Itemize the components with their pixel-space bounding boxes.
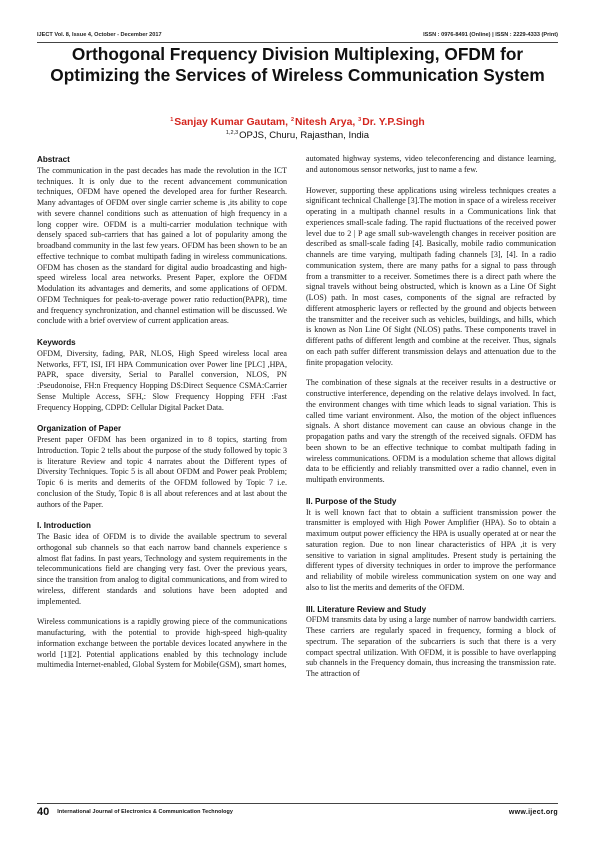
purpose-heading: II. Purpose of the Study bbox=[306, 496, 397, 506]
introduction-paragraph-3: automated highway systems, video teleconferencing and distance learning, and autonomous sensor networks, just to name a few. bbox=[306, 154, 556, 174]
purpose-text: It is well known fact that to obtain a sufficient transmission power the transmitter is employed with High Power Amplifier (HPA). So to obtain a maximum output power efficiency the HPA is usually operated at or near the saturation region. Due to non linear characteristics of HPA ,it is very sensitive to variation in signal amplitudes. Present study is pertaining the different types of diversity techniques in order to improve the performance and reliability of mobile wireless communication system on one way and also to list the merits and demerits of the OFDM. bbox=[306, 507, 556, 592]
introduction-paragraph-5: The combination of these signals at the receiver results in a destructive or constructive interference, depending on the relative delays involved. In fact, the environment changes with time which leads to signal variation. This is called time variant environment. Also, the motion of the object influences signals. A short distance movement can cause an obvious change in the propagation paths and vary the strength of the received signals. OFDM has been shown to be an effective technique to combat multipath fading in wireless communications. OFDM is a modulation scheme that allows digital data to be efficiently and reliably transmitted over a radio channel, even in multipath environments. bbox=[306, 378, 556, 484]
left-column bbox=[37, 155, 287, 671]
header-rule bbox=[37, 42, 558, 43]
literature-review-text: OFDM transmits data by using a large number of narrow bandwidth carriers. These carriers are regularly spaced in frequency, forming a block of spectrum. The separation of the subcarriers is such that there is a very compact spectral utilization. With OFDM, it is possible to have overlapping sub channels in the Frequency domain, thus increasing the transmission rate. The attraction of bbox=[306, 615, 556, 678]
journal-issue-info: IJECT Vol. 8, Issue 4, October - December 2017 bbox=[37, 32, 162, 38]
abstract-heading: Abstract bbox=[37, 155, 70, 164]
footer-rule bbox=[37, 803, 558, 804]
organization-text: Present paper OFDM has been organized in to 8 topics, starting from Introduction. Topic 2 tells about the purpose of the study followed by topic 3 is literature Review and topic 4 narrates about the Different types of Diversity Techniques. Topic 5 is all about OFDM and Power peak Problem; Topic 6 is merits and demerits of the OFDM followed by Topic 7 i.e. conclusion of the Study, Topic 8 is all about references and at last about the authors of the Paper. bbox=[37, 435, 287, 509]
running-header bbox=[37, 29, 558, 41]
introduction-paragraph-1: The Basic idea of OFDM is to divide the available spectrum to several orthogonal sub channels so that each narrow band channels experience s almost flat fadins. In past years, Technology and system requirements in the telecommunications field are changing very fast. Over the previous years, since the transition from analog to digital communications, and from wired to wireless, different standards and solutions have been adopted and implemented. bbox=[37, 532, 287, 606]
organization-heading: Organization of Paper bbox=[37, 424, 122, 434]
affiliation: $^{1,2,3}$OPJS, Churu, Rajasthan, India bbox=[225, 130, 370, 141]
introduction-heading: I. Introduction bbox=[37, 521, 91, 531]
keywords-heading: Keywords bbox=[37, 338, 76, 347]
introduction-paragraph-2: Wireless communications is a rapidly growing piece of the communications manufacturing, with the potential to provide high-speed high-quality information exchange between the portable devices located anywhere in the world [1][2]. Potential applications enabled by this technology include multimedia Internet-enabled, Global System for Mobile(GSM), smart homes, bbox=[37, 617, 287, 670]
keywords-text: OFDM, Diversity, fading, PAR, NLOS, High Speed wireless local area Networks, FFT, ISI, IFI HPA Communication over Power line [PLC] ,HPA, PAPR, space diversity, Serial to Parallel conversion, NLOS, PN :Pseudonoise, FH:n Frequency Hopping DS:Direct Sequence CSMA:Carrier Sense Multiple Access, SFH,: Slow Frequency Hopping FFH :Fast Frequency Hopping, CDPD: Cellular Digital Packet Data. bbox=[37, 348, 287, 412]
page-number: 40 bbox=[37, 806, 50, 818]
journal-name: International Journal of Electronics & Communication Technology bbox=[57, 809, 233, 815]
page-footer bbox=[37, 805, 558, 819]
author-2: $^2$Nitesh Arya, bbox=[290, 117, 359, 128]
issn-info: ISSN : 0976-8491 (Online) | ISSN : 2229-4333 (Print) bbox=[423, 32, 558, 38]
right-column bbox=[306, 154, 556, 680]
author-1: $^1$Sanjay Kumar Gautam, bbox=[170, 117, 291, 128]
introduction-paragraph-4: However, supporting these applications using wireless techniques creates a significant technical Challenge [3].The motion in space of a wireless receiver operating in a multipath channel results in a Communications link that experiences small-scale fading. The rapid fluctuations of the received power level due to 2 | P age small sub-wavelength changes in receiver position are described as small-scale fading [4]. Basically, mobile radio communication channels are time varying, multipath fading channels [3], [4]. In a radio communication system, there are many paths for a signal to pass through from a transmitter to a receiver. Sometimes there is a direct path where the signal travels without being obstructed, which is known as a Line Of Sight (LOS) path. In most cases, components of the signal are refracted by different atmospheric layers or reflected by the ground and objects between the transmitter and the receiver such as vehicles, buildings, and hills, which is known as Non Line Of Sight (NLOS) paths. These components travel in different paths of different length and combine at the receiver. Thus, signals on each path suffer different transmission delays and attenuation due to the finite propagation velocity. bbox=[306, 185, 556, 367]
footer-left bbox=[37, 806, 233, 818]
literature-review-heading: III. Literature Review and Study bbox=[306, 604, 427, 614]
journal-website: www.iject.org bbox=[508, 808, 558, 816]
paper-title: Orthogonal Frequency Division Multiplexing, OFDM for Optimizing the Services of Wireless Communication System bbox=[50, 44, 545, 85]
abstract-text: The communication in the past decades has made the revolution in the ICT techniques. It is only due to the recent advancement communication techniques, OFDM have opened the developed area for further Research. Many advantages of OFDM over single carrier scheme is ,its ability to cope with severe channel conditions such as attenuation of high frequency in a long copper wire. OFDM is a multi-carrier modulation technique with densely spaced sub-carriers that has gained a lot of popularity among the broadband community in the last few years. OFDM has been shown to be an effective technique to combat multipath fading in wireless communications. OFDM has chosen as the standard for digital audio broadcasting and high-speed wireless local area networks. Present Paper, explore the OFDM Modulation its advantages and demerits, and some applications of OFDM. OFDM Techniques for peak-to-average power ratio reduction(PAPR), time and frequency synchronization, and channel estimation will be discussed. We conclude with a brief overview of current application areas. bbox=[37, 165, 287, 326]
author-3: $^3$Dr. Y.P.Singh bbox=[358, 117, 425, 128]
